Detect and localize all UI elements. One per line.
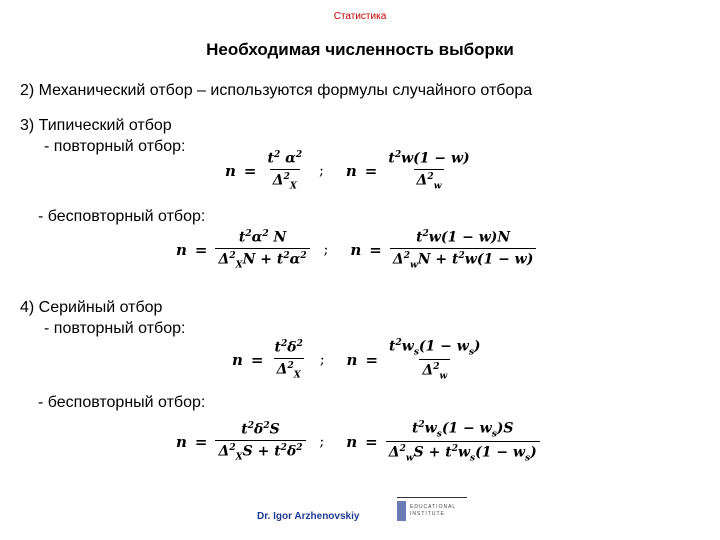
logo-mark-icon — [397, 501, 406, 521]
serial-repeat-label: - повторный отбор: — [44, 320, 186, 337]
header-label: Статистика — [333, 11, 387, 22]
typical-repeat-label: - повторный отбор: — [44, 138, 186, 155]
institute-logo — [397, 497, 467, 524]
logo-text: EDUCATIONAL INSTITUTE — [410, 504, 457, 517]
item-typical: 3) Типический отбор — [20, 117, 172, 134]
formula-typical-repeat: n = $\frac{t^2 \alpha^2}{\Delta^2_X}$ ; n = $\frac{t^2w(1 - w)}{\Delta^2_w}$ — [225, 150, 470, 192]
formula-serial-repeat: n = $\frac{t^2\delta^2}{\Delta^2_X}$ ; n = $\frac{t^2w_s(1 - w_s)}{\Delta^2_w}$ — [232, 338, 481, 382]
footer-author: Dr. Igor Arzhenovskiy — [257, 511, 360, 522]
formula-serial-nonrepeat: n = $\frac{t^2\delta^2S}{\Delta^2_XS + t^2\delta^2}$ ; n = $\frac{t^2w_s(1 - w_s)S}{\Delta^2_wS + t^2w_s(1 - w_s)}$ — [176, 420, 540, 464]
formula-typical-nonrepeat: n = $\frac{t^2\alpha^2 N}{\Delta^2_XN + t^2\alpha^2}$ ; n = $\frac{t^2w(1 - w)N}{\Delta^2_wN + t^2w(1 - w)}$ — [176, 229, 536, 270]
item-mechanical: 2) Механический отбор – используются формулы случайного отбора — [20, 82, 533, 99]
serial-nonrepeat-label: - бесповторный отбор: — [38, 394, 206, 411]
typical-nonrepeat-label: - бесповторный отбор: — [38, 208, 206, 225]
item-serial: 4) Серийный отбор — [20, 299, 163, 316]
page-title: Необходимая численность выборки — [206, 40, 514, 59]
